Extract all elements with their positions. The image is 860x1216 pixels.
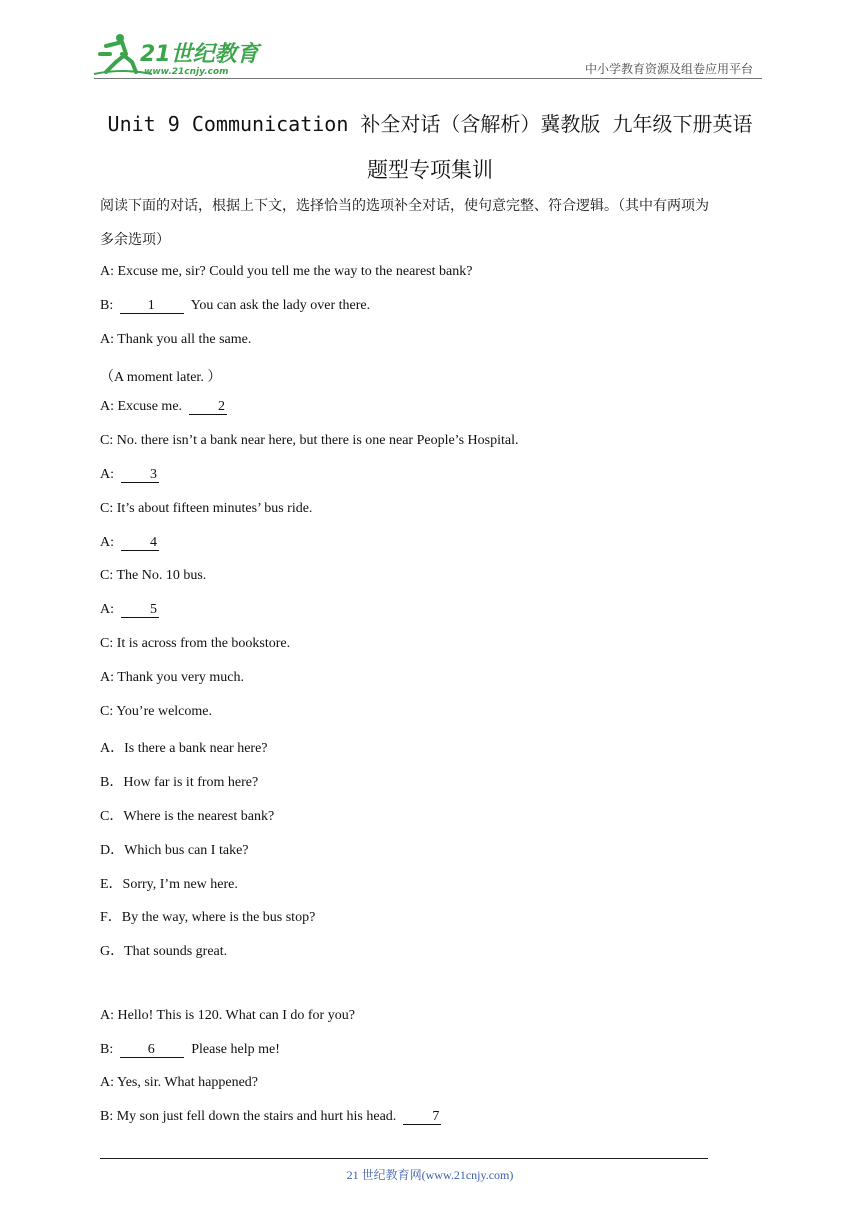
answer-blank-1[interactable]: 1 [120, 298, 184, 314]
line-text: B: My son just fell down the stairs and hurt his head. [100, 1109, 397, 1124]
option-e: E．Sorry, I’m new here. [100, 877, 238, 892]
footer-link[interactable]: 21 世纪教育网(www.21cnjy.com) [346, 1168, 514, 1182]
header-platform-label: 中小学教育资源及组卷应用平台 [584, 62, 753, 76]
dialog1-line [100, 602, 159, 618]
dialog2-line [100, 1109, 441, 1125]
stage-direction: （A moment later. ） [100, 370, 222, 385]
runner-logo-icon [92, 32, 272, 80]
answer-blank-5[interactable]: 5 [121, 602, 159, 618]
speaker-label: A: [100, 467, 114, 482]
answer-blank-4[interactable]: 4 [121, 535, 159, 551]
dialog1-line: C: It’s about fifteen minutes’ bus ride. [100, 501, 313, 516]
document-title-line1: Unit 9 Communication 补全对话（含解析）冀教版 九年级下册英语 [107, 112, 753, 136]
speaker-label: A: [100, 602, 114, 617]
site-logo[interactable] [92, 32, 272, 80]
line-text: Please help me! [191, 1042, 280, 1057]
option-d: D．Which bus can I take? [100, 843, 249, 858]
header-divider [94, 78, 762, 79]
footer-divider [100, 1158, 708, 1159]
dialog2-line: A: Yes, sir. What happened? [100, 1075, 258, 1090]
instructions-line2: 多余选项） [100, 232, 170, 248]
option-b: B．How far is it from here? [100, 775, 259, 790]
speaker-label: B: [100, 298, 114, 313]
dialog1-line [100, 535, 159, 551]
dialog1-line: C: No. there isn’t a bank near here, but there is one near People’s Hospital. [100, 433, 519, 448]
line-text: A: Excuse me. [100, 399, 183, 414]
instructions-line1: 阅读下面的对话，根据上下文，选择恰当的选项补全对话，使句意完整、符合逻辑。（其中有两项为 [100, 198, 709, 214]
option-g: G．That sounds great. [100, 944, 228, 959]
option-c: C．Where is the nearest bank? [100, 809, 275, 824]
dialog1-line: A: Excuse me, sir? Could you tell me the way to the nearest bank? [100, 264, 473, 279]
dialog1-line: C: You’re welcome. [100, 704, 212, 719]
option-a: A．Is there a bank near here? [100, 741, 268, 756]
dialog1-line: A: Thank you very much. [100, 670, 244, 685]
speaker-label: A: [100, 535, 114, 550]
page-header [0, 0, 860, 82]
logo-url: www.21cnjy.com [144, 67, 229, 77]
dialog1-line [100, 399, 227, 415]
dialog1-line [100, 298, 370, 314]
answer-blank-3[interactable]: 3 [121, 467, 159, 483]
answer-blank-7[interactable]: 7 [403, 1109, 441, 1125]
dialog1-line [100, 467, 159, 483]
speaker-label: B: [100, 1042, 114, 1057]
dialog1-line: C: It is across from the bookstore. [100, 636, 291, 651]
answer-blank-2[interactable]: 2 [189, 399, 227, 415]
dialog2-line: A: Hello! This is 120. What can I do for you? [100, 1008, 355, 1023]
dialog1-line: C: The No. 10 bus. [100, 568, 207, 583]
answer-blank-6[interactable]: 6 [120, 1042, 184, 1058]
document-title-line2: 题型专项集训 [367, 158, 493, 182]
dialog2-line [100, 1042, 280, 1058]
option-f: F．By the way, where is the bus stop? [100, 910, 316, 925]
line-text: You can ask the lady over there. [190, 298, 371, 313]
dialog1-line: A: Thank you all the same. [100, 332, 252, 347]
logo-text: 21世纪教育 [140, 42, 259, 67]
